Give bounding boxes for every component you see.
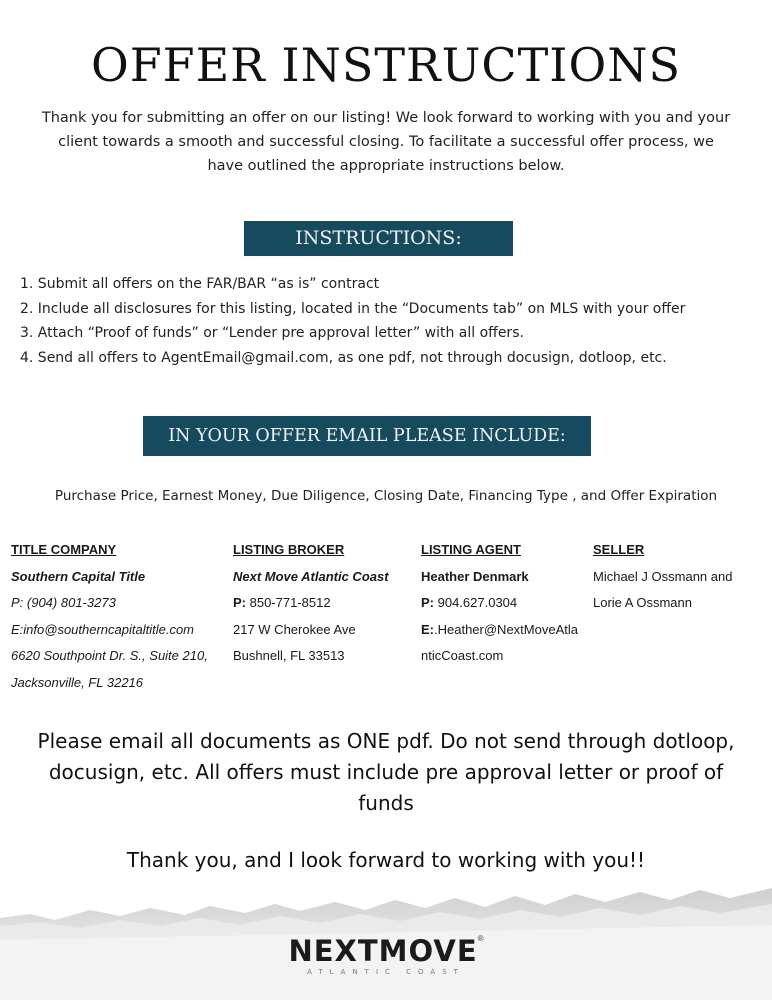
seller-name-line1: Michael J Ossmann and: [593, 568, 733, 584]
title-company-name: Southern Capital Title: [11, 568, 146, 584]
registered-mark: ®: [477, 934, 484, 943]
title-company-phone: P: (904) 801-3273: [11, 595, 116, 610]
title-company-address-line1: 6620 Southpoint Dr. S., Suite 210,: [11, 648, 208, 663]
listing-agent-email-continued: nticCoast.com: [421, 648, 504, 663]
listing-broker-phone: 850-771-8512: [246, 595, 331, 610]
page-title: OFFER INSTRUCTIONS: [91, 38, 681, 92]
instruction-item: 3. Attach “Proof of funds” or “Lender pre approval letter” with all offers.: [20, 325, 524, 341]
instructions-banner: INSTRUCTIONS:: [244, 221, 513, 256]
listing-agent-column: [421, 537, 578, 670]
seller-name-line2: Lorie A Ossmann: [593, 595, 692, 610]
listing-agent-phone-row: [421, 590, 578, 617]
listing-agent-email: .Heather@NextMoveAtla: [434, 621, 578, 637]
logo-subtitle: ATLANTIC COAST: [307, 968, 465, 976]
listing-broker-phone-row: [233, 590, 389, 617]
next-move-logo: [0, 934, 772, 976]
listing-broker-name: Next Move Atlantic Coast: [233, 568, 389, 584]
logo-wordmark: NEXTMOVE: [288, 934, 478, 968]
listing-broker-address-line2: Bushnell, FL 33513: [233, 648, 345, 663]
instruction-item: 4. Send all offers to AgentEmail@gmail.com, as one pdf, not through docusign, dotloop, etc.: [20, 349, 667, 366]
listing-broker-column: [233, 537, 389, 670]
listing-agent-phone-label: P:: [421, 595, 434, 610]
listing-agent-phone: 904.627.0304: [434, 595, 518, 610]
instruction-item: 1. Submit all offers on the FAR/BAR “as is” contract: [20, 276, 380, 292]
title-company-email: E:info@southerncapitaltitle.com: [11, 621, 195, 637]
listing-broker-address-line1: 217 W Cherokee Ave: [233, 621, 356, 637]
listing-agent-heading: LISTING AGENT: [421, 542, 521, 557]
closing-note: Please email all documents as ONE pdf. Do not send through dotloop, docusign, etc. All offers must include pre approval letter or proof of funds: [37, 729, 735, 815]
title-company-column: [11, 537, 208, 696]
title-company-address-line2: Jacksonville, FL 32216: [11, 674, 144, 690]
instructions-list: [20, 272, 685, 370]
listing-agent-name: Heather Denmark: [421, 568, 529, 584]
thank-you-line: Thank you, and I look forward to working with you!!: [126, 848, 646, 872]
offer-email-banner: IN YOUR OFFER EMAIL PLEASE INCLUDE:: [143, 416, 591, 456]
offer-email-items: Purchase Price, Earnest Money, Due Diligence, Closing Date, Financing Type , and Offer Expiration: [54, 488, 718, 504]
seller-heading: SELLER: [593, 542, 645, 557]
title-company-heading: TITLE COMPANY: [11, 542, 117, 557]
listing-agent-email-row: [421, 617, 578, 644]
listing-broker-phone-label: P:: [233, 595, 246, 610]
listing-broker-heading: LISTING BROKER: [233, 542, 345, 557]
seller-column: [593, 537, 732, 617]
instruction-item: 2. Include all disclosures for this listing, located in the “Documents tab” on MLS with your offer: [20, 300, 686, 317]
intro-paragraph: Thank you for submitting an offer on our listing! We look forward to working with you and your client towards a smooth and successful closing. To facilitate a successful offer process, we have outlined the appropriate instructions below.: [41, 110, 731, 174]
listing-agent-email-label: E:: [421, 621, 434, 637]
